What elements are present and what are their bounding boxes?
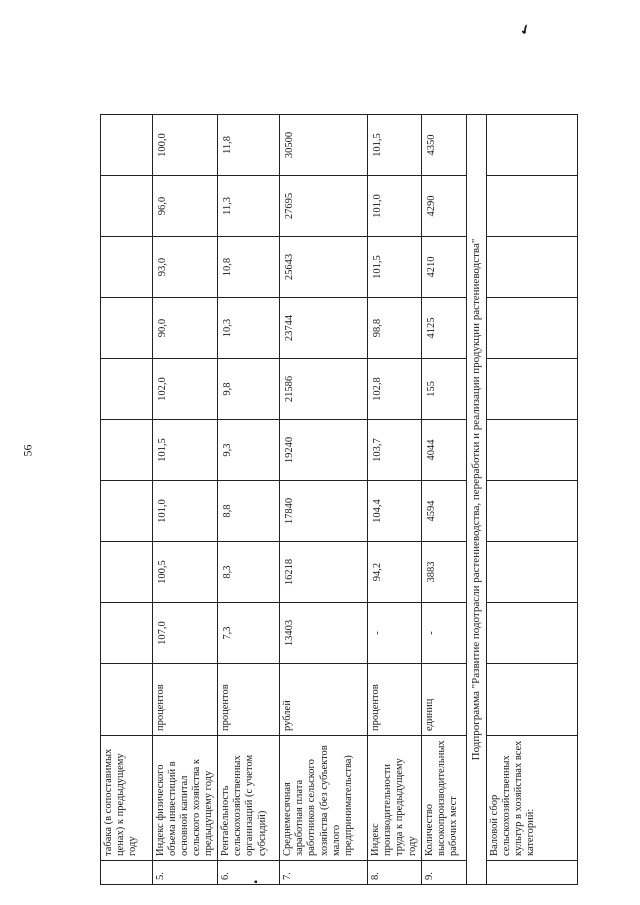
value-cell: 94,2 bbox=[368, 542, 421, 603]
value-cell: 4350 bbox=[421, 115, 466, 176]
value-cell: 30500 bbox=[280, 115, 368, 176]
row-number: 9. bbox=[421, 861, 466, 885]
value-cell: 101,5 bbox=[368, 115, 421, 176]
value-cell: 93,0 bbox=[153, 237, 218, 298]
unit-cell: рублей bbox=[280, 664, 368, 736]
value-cell: - bbox=[368, 603, 421, 664]
row-number bbox=[101, 861, 153, 885]
value-cell: 101,5 bbox=[153, 420, 218, 481]
value-cell: 101,0 bbox=[153, 481, 218, 542]
indicator-name: табака (в сопоставимых ценах) к предыдущему году bbox=[101, 736, 153, 861]
indicators-table bbox=[100, 114, 578, 885]
value-cell: 102,8 bbox=[368, 359, 421, 420]
value-cell bbox=[486, 298, 577, 359]
table-row bbox=[218, 115, 280, 885]
indicator-name: Индекс производительности труда к предыдущему году bbox=[368, 736, 421, 861]
row-number: 6. bbox=[218, 861, 280, 885]
table-row bbox=[368, 115, 421, 885]
speck-mark: ▪ bbox=[254, 877, 258, 888]
value-cell bbox=[486, 359, 577, 420]
value-cell: 9,3 bbox=[218, 420, 280, 481]
value-cell bbox=[486, 603, 577, 664]
value-cell bbox=[101, 603, 153, 664]
value-cell: 16218 bbox=[280, 542, 368, 603]
rotated-table-wrapper bbox=[100, 120, 570, 885]
table-row bbox=[280, 115, 368, 885]
value-cell: 100,5 bbox=[153, 542, 218, 603]
table-row bbox=[153, 115, 218, 885]
value-cell bbox=[101, 542, 153, 603]
value-cell: 4044 bbox=[421, 420, 466, 481]
value-cell: 13403 bbox=[280, 603, 368, 664]
value-cell bbox=[486, 176, 577, 237]
value-cell bbox=[486, 115, 577, 176]
unit-cell: процентов bbox=[218, 664, 280, 736]
unit-cell: процентов bbox=[153, 664, 218, 736]
value-cell: 104,4 bbox=[368, 481, 421, 542]
unit-cell: процентов bbox=[368, 664, 421, 736]
value-cell: 19240 bbox=[280, 420, 368, 481]
value-cell: 8,8 bbox=[218, 481, 280, 542]
value-cell bbox=[101, 237, 153, 298]
value-cell bbox=[101, 176, 153, 237]
value-cell: 100,0 bbox=[153, 115, 218, 176]
value-cell bbox=[101, 115, 153, 176]
value-cell: 101,5 bbox=[368, 237, 421, 298]
value-cell: 4594 bbox=[421, 481, 466, 542]
value-cell bbox=[486, 237, 577, 298]
unit-cell bbox=[486, 664, 577, 736]
table-row bbox=[421, 115, 466, 885]
value-cell bbox=[486, 420, 577, 481]
value-cell: 21586 bbox=[280, 359, 368, 420]
value-cell: 10,8 bbox=[218, 237, 280, 298]
value-cell: 107,0 bbox=[153, 603, 218, 664]
table-row bbox=[101, 115, 153, 885]
value-cell: 8,3 bbox=[218, 542, 280, 603]
value-cell: 11,3 bbox=[218, 176, 280, 237]
value-cell bbox=[101, 298, 153, 359]
value-cell: 10,3 bbox=[218, 298, 280, 359]
table-row bbox=[486, 115, 577, 885]
value-cell bbox=[486, 542, 577, 603]
value-cell: 9,8 bbox=[218, 359, 280, 420]
value-cell: 101,0 bbox=[368, 176, 421, 237]
page-number: 56 bbox=[20, 444, 35, 457]
value-cell: 25643 bbox=[280, 237, 368, 298]
row-number: 5. bbox=[153, 861, 218, 885]
unit-cell bbox=[101, 664, 153, 736]
value-cell: 102,0 bbox=[153, 359, 218, 420]
check-mark: ✔ bbox=[516, 20, 534, 39]
subprogram-title: Подпрограмма "Развитие подотрасли растениеводства, переработки и реализации продукции растениеводства" bbox=[466, 115, 486, 885]
subprogram-row bbox=[466, 115, 486, 885]
value-cell: 96,0 bbox=[153, 176, 218, 237]
indicator-name: Среднемесячная заработная плата работников сельского хозяйства (без субъектов малого предпринимательства) bbox=[280, 736, 368, 861]
value-cell: 11,8 bbox=[218, 115, 280, 176]
row-number: 7. bbox=[280, 861, 368, 885]
indicator-name: Рентабельность сельскохозяйственных организаций (с учетом субсидий) bbox=[218, 736, 280, 861]
value-cell: 7,3 bbox=[218, 603, 280, 664]
unit-cell: единиц bbox=[421, 664, 466, 736]
value-cell: 4210 bbox=[421, 237, 466, 298]
row-number: 8. bbox=[368, 861, 421, 885]
value-cell: 17840 bbox=[280, 481, 368, 542]
indicator-name: Валовой сбор сельскохозяйственных культур в хозяйствах всех категорий: bbox=[486, 736, 577, 861]
indicator-name: Индекс физического объема инвестиций в основной капитал сельского хозяйства к предыдущему году bbox=[153, 736, 218, 861]
value-cell bbox=[101, 359, 153, 420]
value-cell bbox=[101, 420, 153, 481]
value-cell bbox=[101, 481, 153, 542]
value-cell: 103,7 bbox=[368, 420, 421, 481]
value-cell: 90,0 bbox=[153, 298, 218, 359]
indicator-name: Количество высокопроизводительных рабочих мест bbox=[421, 736, 466, 861]
value-cell bbox=[486, 481, 577, 542]
value-cell: 4290 bbox=[421, 176, 466, 237]
value-cell: - bbox=[421, 603, 466, 664]
value-cell: 98,8 bbox=[368, 298, 421, 359]
value-cell: 3883 bbox=[421, 542, 466, 603]
value-cell: 23744 bbox=[280, 298, 368, 359]
value-cell: 155 bbox=[421, 359, 466, 420]
value-cell: 4125 bbox=[421, 298, 466, 359]
row-number bbox=[486, 861, 577, 885]
value-cell: 27695 bbox=[280, 176, 368, 237]
